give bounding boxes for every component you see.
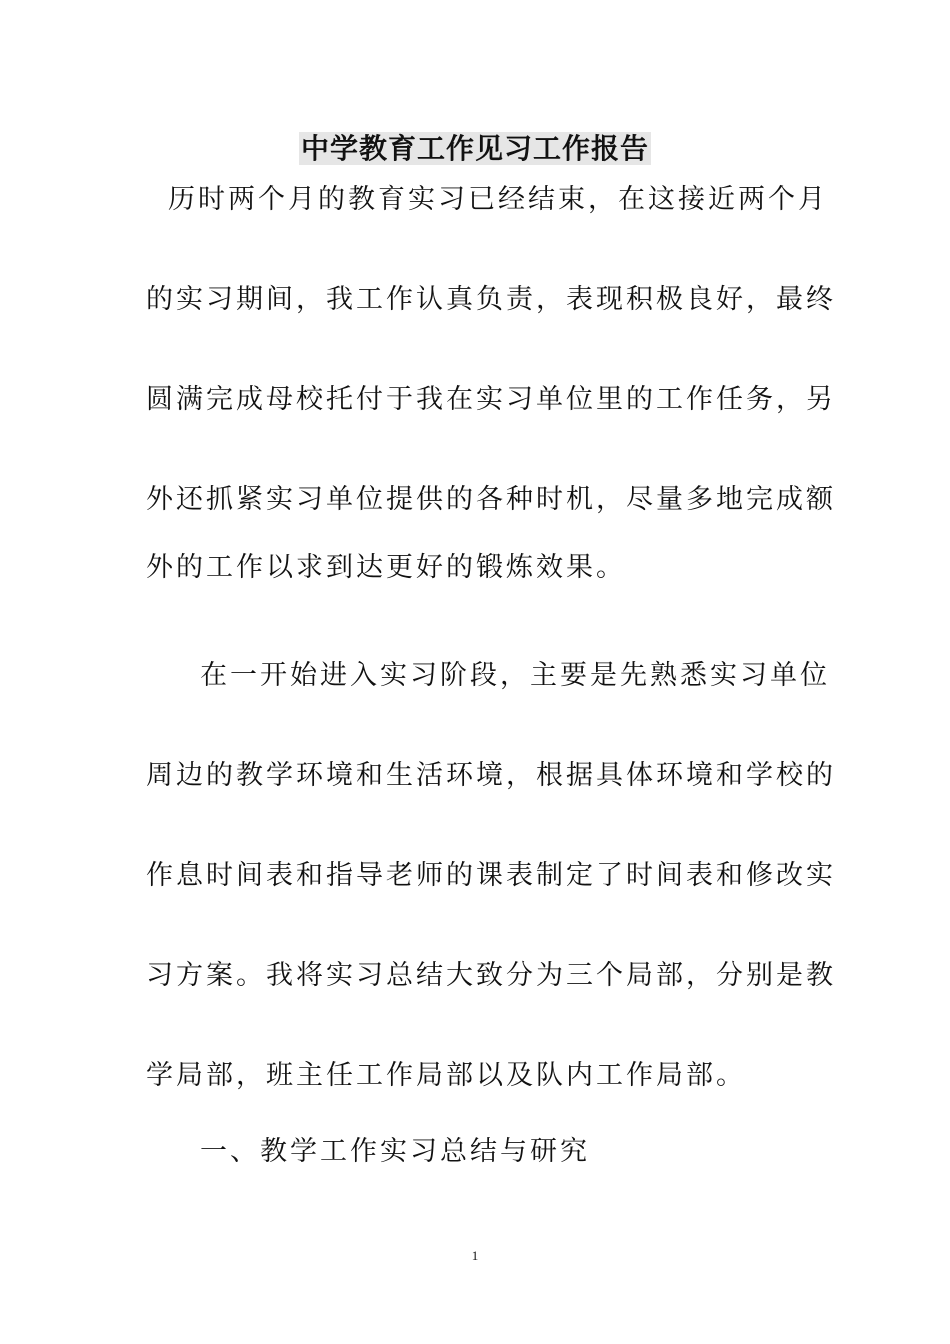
paragraph-line: 圆满完成母校托付于我在实习单位里的工作任务，另 [146, 384, 836, 415]
title-text: 中学教育工作见习工作报告 [300, 132, 649, 165]
paragraph-line: 的实习期间，我工作认真负责，表现积极良好，最终 [146, 284, 836, 315]
paragraph-line: 周边的教学环境和生活环境，根据具体环境和学校的 [146, 760, 836, 791]
paragraph-line: 习方案。我将实习总结大致分为三个局部，分别是教 [146, 960, 836, 991]
paragraph-line: 在一开始进入实习阶段，主要是先熟悉实习单位 [200, 660, 830, 691]
paragraph-line: 作息时间表和指导老师的课表制定了时间表和修改实 [146, 860, 836, 891]
paragraph-line: 外的工作以求到达更好的锻炼效果。 [146, 552, 626, 583]
section-heading: 一、教学工作实习总结与研究 [200, 1136, 590, 1167]
paragraph-line: 学局部，班主任工作局部以及队内工作局部。 [146, 1060, 746, 1091]
document-title [0, 131, 950, 167]
paragraph-line: 历时两个月的教育实习已经结束，在这接近两个月 [168, 184, 828, 215]
page-number: 1 [471, 1248, 479, 1263]
paragraph-line: 外还抓紧实习单位提供的各种时机，尽量多地完成额 [146, 484, 836, 515]
